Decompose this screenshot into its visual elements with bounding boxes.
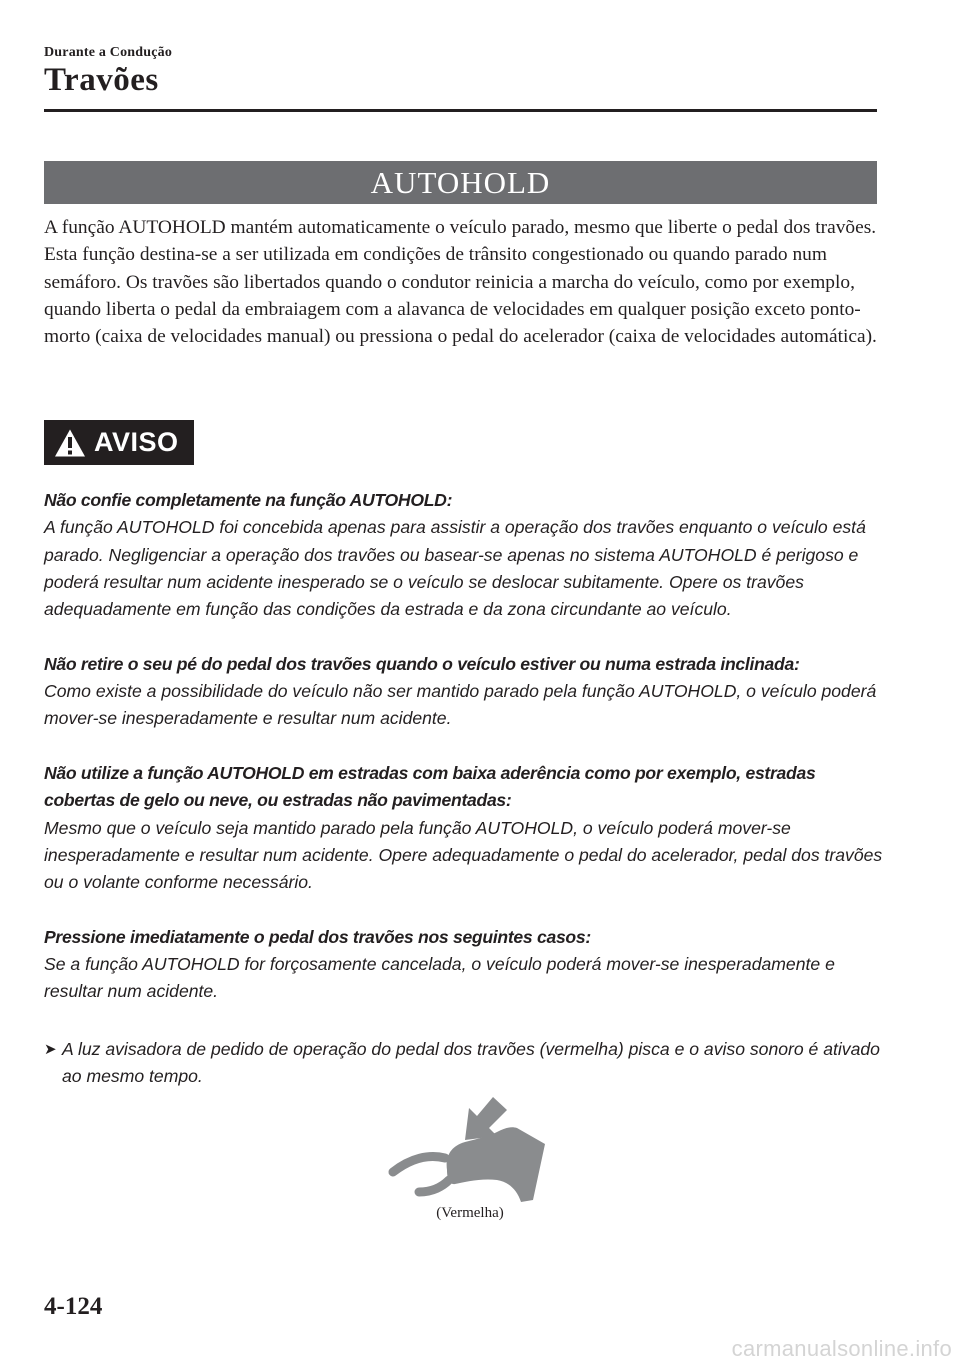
brake-pedal-foot-icon: [385, 1092, 555, 1204]
running-head: Durante a Condução: [44, 45, 173, 60]
warning-badge: [44, 420, 194, 465]
warning-list: [44, 487, 884, 1033]
warning-item: [44, 651, 884, 733]
intro-paragraph: A função AUTOHOLD mantém automaticamente o veículo parado, mesmo que liberte o pedal dos travões. Esta função destina-se a ser utilizada em condições de trânsito congestionado ou quando parado num semáforo. Os travões são libertados quando o condutor reinicia a marcha do veículo, como por exemplo, quando liberta o pedal da embraiagem com a alavanca de velocidades em qualquer posição exceto ponto-morto (caixa de velocidades manual) ou pressiona o pedal do acelerador (caixa de velocidades automática).: [44, 217, 877, 348]
warning-heading: Pressione imediatamente o pedal dos travões nos seguintes casos:: [44, 926, 591, 947]
watermark: carmanualsonline.info: [731, 1336, 952, 1361]
warning-item: [44, 487, 884, 623]
warning-heading: Não confie completamente na função AUTOHOLD:: [44, 490, 453, 510]
warning-item: [44, 924, 884, 1006]
section-title: AUTOHOLD: [370, 164, 551, 200]
warning-badge-label: AVISO: [94, 427, 179, 457]
bullet-text: A luz avisadora de pedido de operação do pedal dos travões (vermelha) pisca e o aviso sonoro é ativado ao mesmo tempo.: [62, 1039, 880, 1087]
warning-body: Mesmo que o veículo seja mantido parado pela função AUTOHOLD, o veículo poderá mover-se inesperadamente e resultar num acidente. Opere adequadamente o pedal do acelerador, pedal dos travões ou o volante conforme necessário.: [44, 817, 883, 893]
figure-caption: (Vermelha): [436, 1205, 504, 1221]
bullet-arrow-icon: ➤: [44, 1041, 57, 1058]
section-title-banner: [44, 161, 877, 204]
warning-item: [44, 760, 884, 896]
warning-body: A função AUTOHOLD foi concebida apenas para assistir a operação dos travões enquanto o veículo está parado. Negligenciar a operação dos travões ou basear-se apenas no sistema AUTOHOLD é perigoso e poderá resultar num acidente inesperado se o veículo se deslocar subitamente. Opere os travões adequadamente em função das condições da estrada e da zona circundante ao veículo.: [44, 517, 866, 620]
warning-triangle-icon: [54, 428, 86, 458]
warning-heading: Não retire o seu pé do pedal dos travões quando o veículo estiver ou numa estrada inclinada:: [44, 653, 800, 674]
chapter-title: Travões: [44, 62, 159, 98]
warning-body: Como existe a possibilidade do veículo não ser mantido parado pela função AUTOHOLD, o veículo poderá mover-se inesperadamente e resultar num acidente.: [44, 681, 877, 729]
bullet-item: [44, 1036, 884, 1091]
warning-body: Se a função AUTOHOLD for forçosamente cancelada, o veículo poderá mover-se inesperadamente e resultar num acidente.: [44, 954, 835, 1002]
page-number: 4-124: [44, 1293, 103, 1320]
warning-heading: Não utilize a função AUTOHOLD em estradas com baixa aderência como por exemplo, estradas cobertas de gelo ou neve, ou estradas não pavimentadas:: [44, 762, 816, 811]
header-rule: [44, 109, 877, 112]
